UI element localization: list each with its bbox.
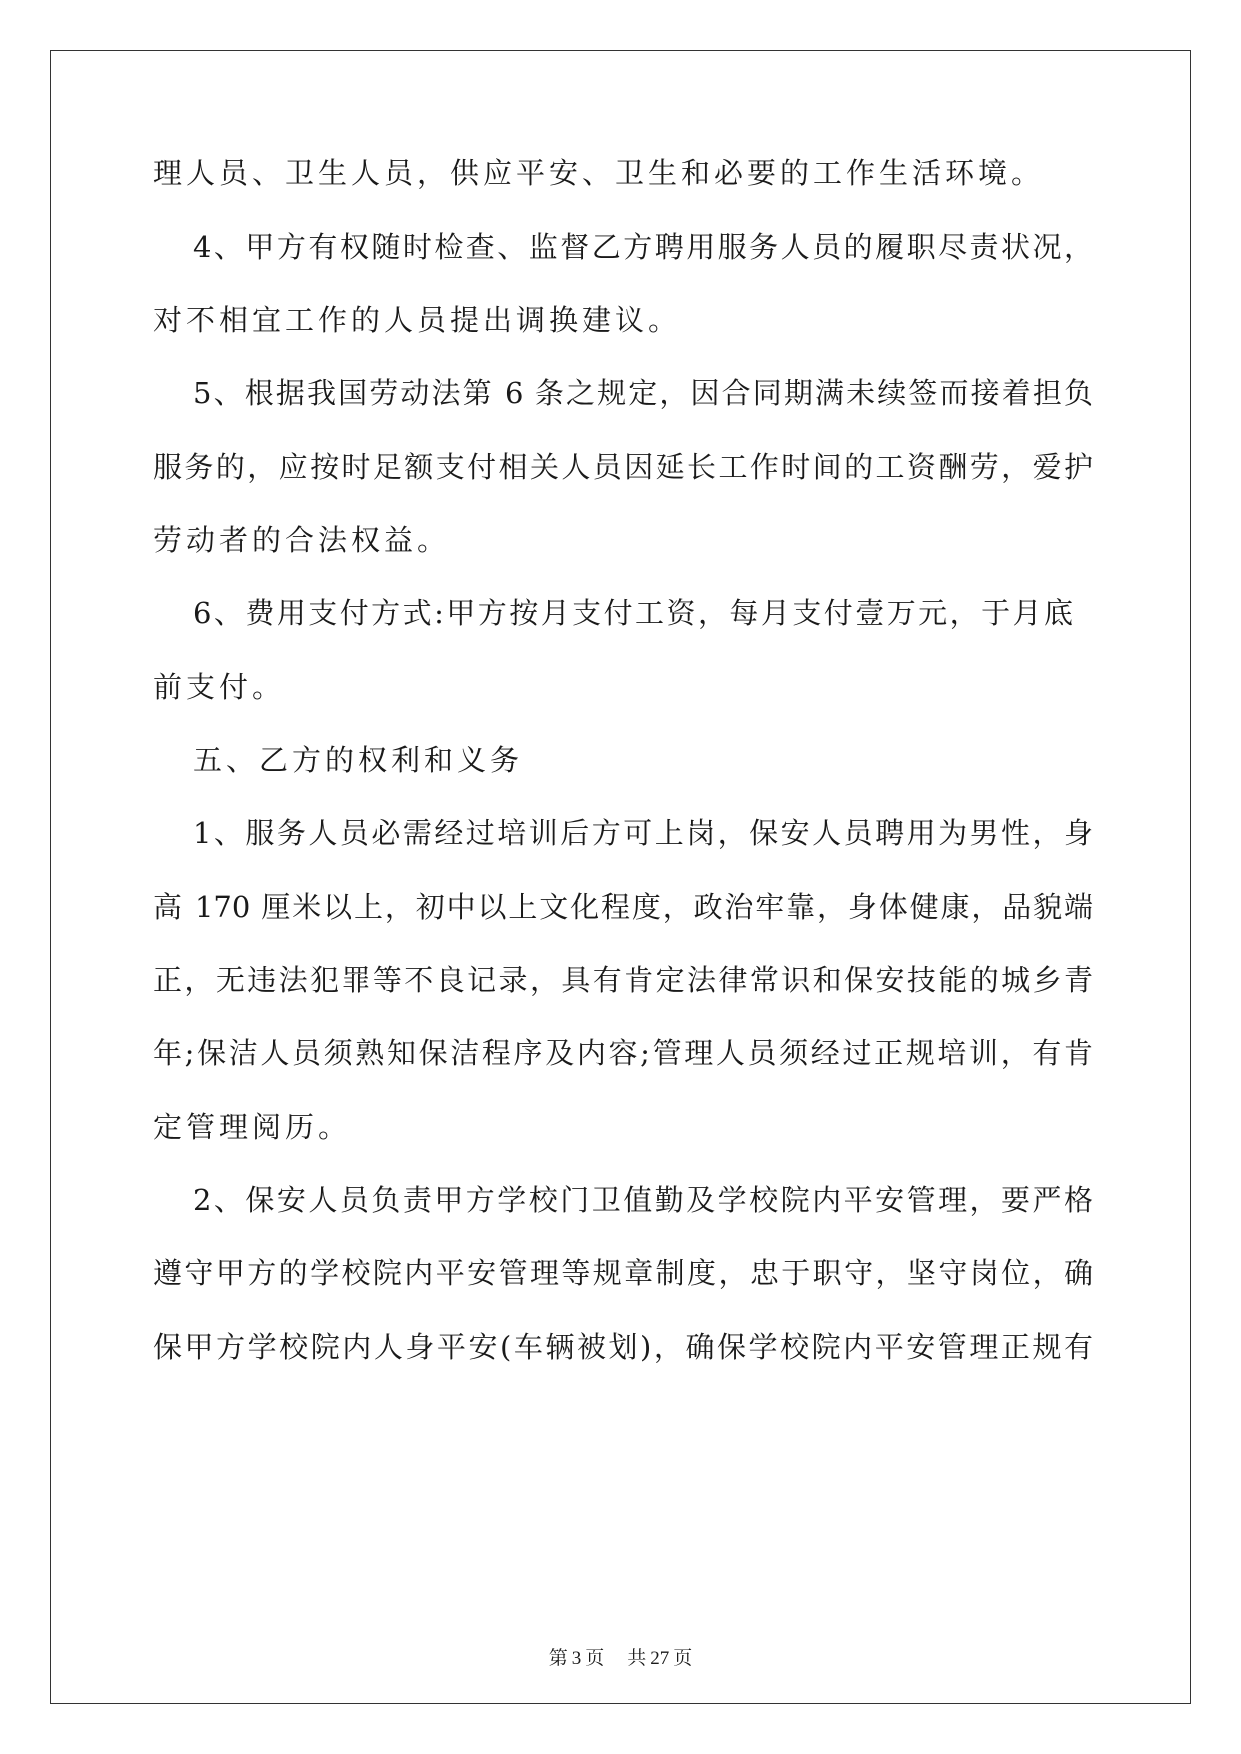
page-suffix: 页 bbox=[585, 1648, 605, 1669]
page-prefix: 第 bbox=[548, 1648, 568, 1669]
text-line: 劳动者的合法权益。 bbox=[153, 523, 451, 557]
text-line: 高 170 厘米以上，初中以上文化程度，政治牢靠，身体健康，品貌端 bbox=[153, 890, 1093, 924]
text-line: 定管理阅历。 bbox=[153, 1110, 352, 1144]
text-line: 1、服务人员必需经过培训后方可上岗，保安人员聘用为男性，身 bbox=[193, 816, 1093, 850]
text-line: 年;保洁人员须熟知保洁程序及内容;管理人员须经过正规培训，有肯 bbox=[153, 1036, 1093, 1070]
total-pages: 27 bbox=[650, 1648, 670, 1669]
text-line: 理人员、卫生人员，供应平安、卫生和必要的工作生活环境。 bbox=[153, 156, 1045, 190]
text-line: 2、保安人员负责甲方学校门卫值勤及学校院内平安管理，要严格 bbox=[193, 1183, 1093, 1217]
text-line: 保甲方学校院内人身平安(车辆被划)，确保学校院内平安管理正规有 bbox=[153, 1330, 1093, 1364]
page-border bbox=[50, 50, 1191, 1704]
text-line: 遵守甲方的学校院内平安管理等规章制度，忠于职守，坚守岗位，确 bbox=[153, 1256, 1093, 1290]
text-line: 服务的，应按时足额支付相关人员因延长工作时间的工资酬劳，爱护 bbox=[153, 450, 1093, 484]
text-line: 正，无违法犯罪等不良记录，具有肯定法律常识和保安技能的城乡青 bbox=[153, 963, 1093, 997]
text-line: 前支付。 bbox=[153, 670, 286, 704]
page-footer bbox=[0, 1643, 1241, 1670]
section-heading: 五、乙方的权利和义务 bbox=[193, 743, 524, 777]
text-line: 对不相宜工作的人员提出调换建议。 bbox=[153, 303, 682, 337]
page-number: 3 bbox=[571, 1648, 582, 1669]
total-prefix: 共 bbox=[627, 1648, 647, 1669]
text-line: 5、根据我国劳动法第 6 条之规定，因合同期满未续签而接着担负 bbox=[193, 376, 1093, 410]
text-line: 4、甲方有权随时检查、监督乙方聘用服务人员的履职尽责状况， bbox=[193, 230, 1093, 264]
text-line: 6、费用支付方式:甲方按月支付工资，每月支付壹万元，于月底 bbox=[193, 596, 1073, 630]
total-suffix: 页 bbox=[673, 1648, 693, 1669]
